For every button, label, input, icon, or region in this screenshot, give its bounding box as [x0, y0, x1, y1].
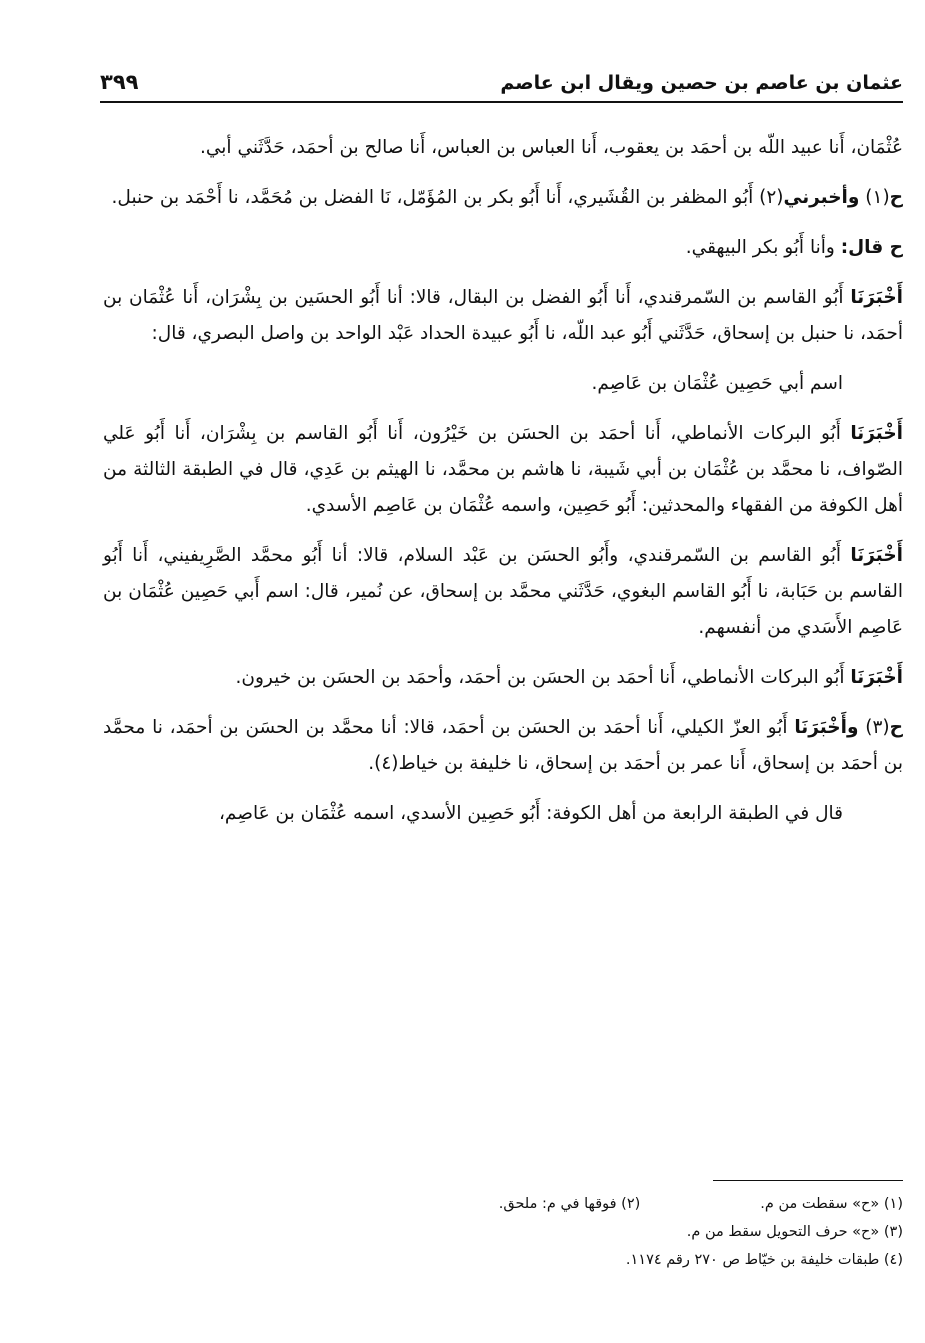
text-run: وأنا أَبُو بكر البيهقي.	[685, 237, 841, 258]
keyword-run: ح	[889, 187, 903, 208]
paragraph	[103, 416, 903, 524]
footnote-row	[103, 1246, 903, 1274]
footnote-number: (٤)	[883, 1252, 903, 1268]
main-text	[103, 130, 903, 846]
footnote-text: «ح» سقطت من م.	[760, 1196, 880, 1212]
paragraph	[103, 230, 903, 266]
paragraph	[103, 538, 903, 646]
text-run: أَبُو البركات الأنماطي، أَنا أحمَد بن الحسَن بن أحمَد، وأحمَد بن الحسَن بن خيرون.	[235, 667, 851, 688]
text-run: أَبُو القاسم بن السّمرقندي، وأَبُو الحسَن بن عَبْد السلام، قالا: أنا أَبُو محمَّد الصَّرِيفيني، أَنا أَبُو القاسم بن حَبَابة، نا أَبُو القاسم البغوي، حَدَّثَني محمَّد بن إسحاق، عن نُمير، قال: اسم أَبي حَصِين عُثْمَان بن عَاصِم الأَسَدي من أنفسهم.	[103, 545, 903, 638]
paragraph	[103, 180, 903, 216]
keyword-run: أَخْبَرَنَا	[850, 545, 903, 566]
footnote-row	[103, 1218, 903, 1246]
header-divider	[100, 101, 903, 103]
paragraph	[103, 796, 903, 832]
keyword-run: وأَخْبَرَنَا	[794, 717, 859, 738]
footnote-text: فوقها في م: ملحق.	[498, 1196, 617, 1212]
text-run: أَبُو العزّ الكيلي، أَنا أحمَد بن الحسَن بن أحمَد، قالا: أنا محمَّد بن الحسَن بن أحمَد، نا محمَّد بن أحمَد بن إسحاق، أَنا عمر بن أحمَد بن إسحاق، نا خليفة بن خياط(٤).	[103, 717, 903, 774]
running-title: عثمان بن عاصم بن حصين ويقال ابن عاصم	[500, 72, 903, 94]
text-run: أَبُو البركات الأنماطي، أَنا أحمَد بن الحسَن بن خَيْرُون، أَنا أَبُو القاسم بن بِشْرَان، أَنا أَبُو عَلي الصّواف، نا محمَّد بن عُثْمَان بن أبي شَيبة، نا هاشم بن محمَّد، نا الهيثم بن عَدِي، قال في الطبقة الثالثة من أهل الكوفة من الفقهاء والمحدثين: أَبُو حَصِين، واسمه عُثْمَان بن عَاصِم الأسدي.	[103, 423, 903, 516]
running-header	[100, 68, 903, 102]
paragraph	[103, 366, 903, 402]
paragraph	[103, 710, 903, 782]
text-run: عُثْمَان، أَنا عبيد اللّه بن أحمَد بن يعقوب، أَنا العباس بن العباس، أَنا صالح بن أحمَد، حَدَّثَني أبي.	[199, 137, 903, 158]
footnote-item	[687, 1218, 903, 1246]
text-run: (٣)	[858, 717, 890, 738]
footnotes	[103, 1190, 903, 1274]
keyword-run: وأخبرني	[783, 187, 860, 208]
footnote-number: (١)	[883, 1196, 903, 1212]
text-run: (١)	[859, 187, 890, 208]
text-run: أَبُو القاسم بن السّمرقندي، أَنا أَبُو الفضل بن البقال، قالا: أنا أَبُو الحسَين بن بِشْرَان، أَنا عُثْمَان بن أحمَد، نا حنبل بن إسحاق، حَدَّثَني أَبُو عبد اللّه، نا أَبُو عبيدة الحداد عَبْد الواحد بن واصل البصري، قال:	[103, 287, 903, 344]
paragraph	[103, 660, 903, 696]
keyword-run: ح قال:	[840, 237, 903, 258]
text-run: قال في الطبقة الرابعة من أهل الكوفة: أَبُو حَصِين الأسدي، اسمه عُثْمَان بن عَاصِم،	[218, 803, 843, 824]
keyword-run: أَخْبَرَنَا	[850, 423, 903, 444]
keyword-run: أَخْبَرَنَا	[850, 287, 903, 308]
footnote-item	[499, 1190, 641, 1218]
footnote-divider	[713, 1180, 903, 1181]
paragraph	[103, 130, 903, 166]
footnote-item	[760, 1190, 903, 1218]
footnote-number: (٣)	[883, 1224, 903, 1240]
keyword-run: ح	[889, 717, 903, 738]
keyword-run: أَخْبَرَنَا	[850, 667, 903, 688]
footnote-text: طبقات خليفة بن خيّاط ص ٢٧٠ رقم ١١٧٤.	[625, 1252, 880, 1268]
footnote-row	[103, 1190, 903, 1218]
footnote-text: «ح» حرف التحويل سقط من م.	[686, 1224, 880, 1240]
footnote-number: (٢)	[621, 1196, 641, 1212]
text-run: (٢) أَبُو المظفر بن القُشَيري، أَنا أَبُو بكر بن المُؤَمّل، نَا الفضل بن مُحَمَّد، نا أَحْمَد بن حنبل.	[111, 187, 784, 208]
paragraph	[103, 280, 903, 352]
footnote-item	[626, 1246, 903, 1274]
page-number: ٣٩٩	[100, 70, 139, 94]
text-run: اسم أبي حَصِين عُثْمَان بن عَاصِم.	[591, 373, 843, 394]
